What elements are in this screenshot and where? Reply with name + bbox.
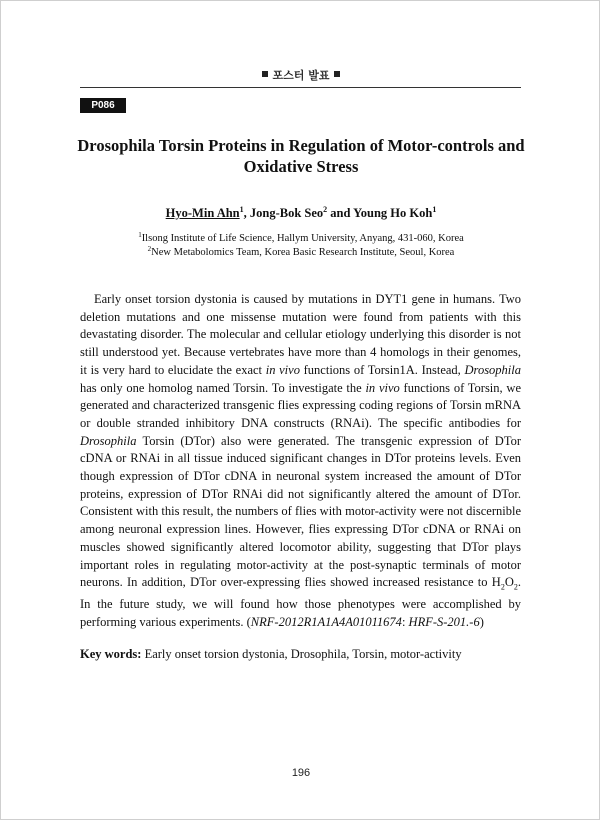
author-list: [1, 206, 600, 221]
affiliation-line: [1, 247, 600, 258]
author-separator: and: [327, 206, 354, 220]
paper-title: [71, 135, 531, 177]
author-affil-mark: 2: [323, 205, 328, 214]
affil-mark: 1: [138, 231, 142, 239]
section-title: 포스터 발표: [272, 69, 330, 82]
section-header: [1, 67, 600, 83]
keywords-text: Early onset torsion dystonia, Drosophila, Torsin, motor-activity: [141, 647, 462, 661]
square-bullet-icon: [334, 71, 340, 77]
author-name: Young Ho Koh: [353, 206, 433, 220]
title-line: Drosophila Torsin Proteins in Regulation of Motor-controls and: [77, 136, 525, 155]
author-name: Jong-Bok Seo: [249, 206, 324, 220]
keywords-line: [80, 647, 521, 662]
affiliation-line: [1, 233, 600, 244]
keywords-label: Key words:: [80, 647, 142, 661]
author-affil-mark: 1: [432, 205, 437, 214]
author-name: Hyo-Min Ahn: [165, 206, 240, 220]
page-number: 196: [291, 767, 311, 779]
poster-id-badge: P086: [80, 98, 126, 113]
affil-text: Ilsong Institute of Life Science, Hallym University, Anyang, 431-060, Korea: [141, 233, 464, 244]
author-affil-mark: 1: [239, 205, 244, 214]
affil-text: New Metabolomics Team, Korea Basic Research Institute, Seoul, Korea: [151, 247, 455, 258]
title-line: Oxidative Stress: [243, 157, 359, 176]
square-bullet-icon: [262, 71, 268, 77]
affil-mark: 2: [147, 245, 152, 253]
author-separator: ,: [243, 206, 250, 220]
abstract-paragraph: Early onset torsion dystonia is caused by mutations in DYT1 gene in humans. Two deletion mutations and one missense mutation were found from patients with this devastating disorder. The molecular and cellular etiology underlying this disorder is not still understood yet. Because vertebrates have more than 4 homologs in their genomes, it is very hard to elucidate the exact in vivo functions of Torsin1A. Instead, Drosophila has only one homolog named Torsin. To investigate the in vivo functions of Torsin, we generated and characterized transgenic flies expressing coding regions of Torsin mRNA or double stranded inhibitory DNA constructs (RNAi). The specific antibodies for Drosophila Torsin (DTor) also were generated. The transgenic expression of DTor cDNA or RNAi in all tissue induced significant changes in DTor proteins levels. Even though expression of DTor cDNA in neuronal system increased the amount of DTor proteins, expression of DTor RNAi did not significantly altered the amount of DTor. Consistent with this result, the numbers of flies with motor-activity were not discernible among neuronal expression lines. However, flies expressing DTor cDNA or RNAi on muscles showed significantly altered locomotor ability, suggesting that DTor plays important roles in regulating motor-activity at the post-synaptic terminals of motor neurons. In addition, DTor over-expressing flies showed increased resistance to $H_2O_2$. In the future study, we will found how those phenotypes were accomplished by performing various experiments. (NRF-2012R1A1A4A01011674: HRF-S-201.-6): [80, 292, 522, 630]
header-rule: [80, 87, 521, 88]
